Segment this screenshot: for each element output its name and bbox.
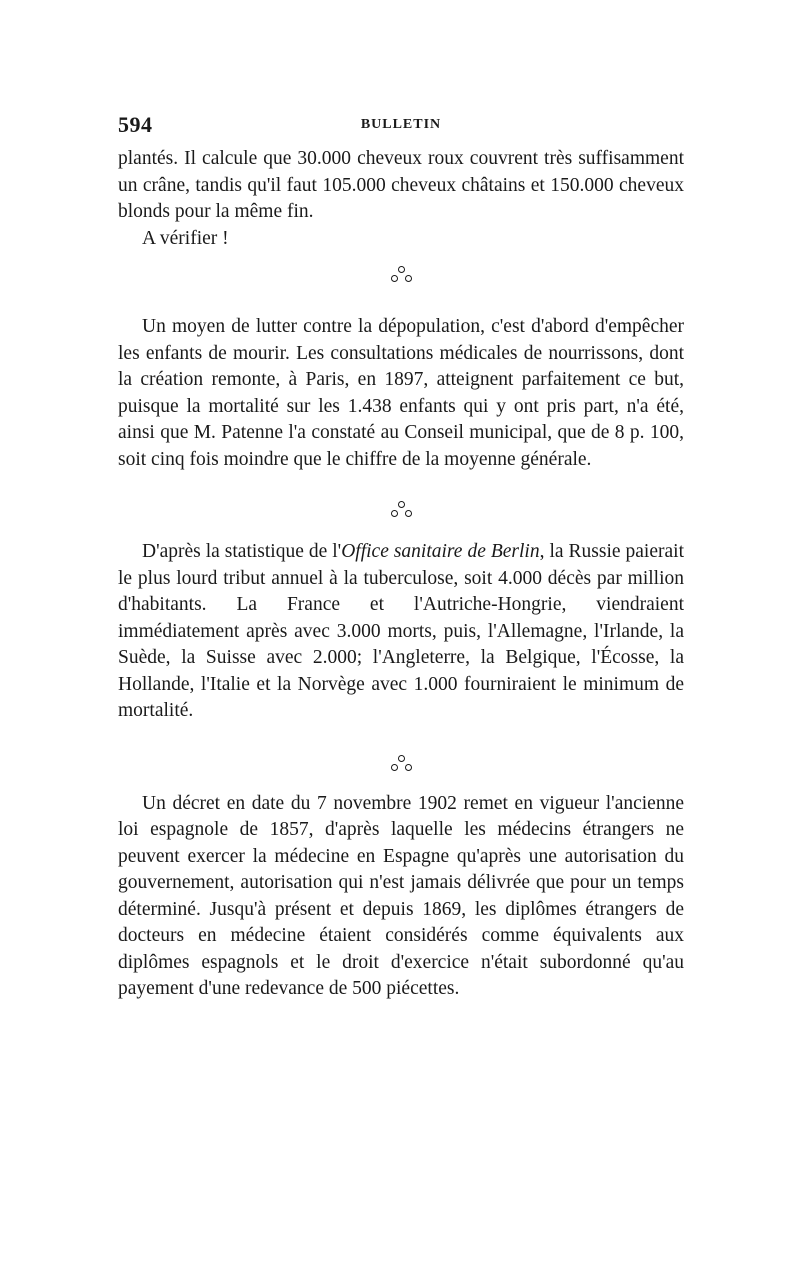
- asterism-icon: [391, 266, 411, 286]
- asterism-icon: [391, 755, 411, 775]
- section-separator: [118, 252, 684, 314]
- section-separator: [118, 473, 684, 539]
- article-body: [118, 146, 684, 1003]
- tuberculosis-text-end: , la Russie paierait le plus lourd tribut annuel à la tuberculose, soit 4.000 décès par million d'habitants. La France et l'Autriche-Hongrie, viendraient immédiatement après avec 3.000 morts, puis, l'Allemagne, l'Irlande, la Suède, la Suisse avec 2.000; l'Angleterre, la Belgique, l'Écosse, la Hollande, l'Italie et la Norvège avec 1.000 fourniraient le minimum de mortalité.: [118, 541, 684, 721]
- asterism-icon: [391, 501, 411, 521]
- paragraph-depopulation: Un moyen de lutter contre la dépopulation, c'est d'abord d'empêcher les enfants de mourir. Les consultations médicales de nourrissons, dont la création remonte, à Paris, en 1897, atteignent parfaitement ce but, puisque la mortalité sur les 1.438 enfants qui y ont pris part, n'a été, ainsi que M. Patenne l'a constaté au Conseil municipal, que de 8 p. 100, soit cinq fois moindre que le chiffre de la moyenne générale.: [118, 316, 684, 470]
- page-header: [118, 112, 684, 142]
- paragraph-tuberculosis: [118, 539, 684, 725]
- paragraph-continuation: plantés. Il calcule que 30.000 cheveux roux couvrent très suffisamment un crâne, tandis qu'il faut 105.000 cheveux châtains et 150.000 cheveux blonds pour la même fin.: [118, 148, 684, 222]
- paragraph-verify: A vérifier !: [142, 227, 229, 249]
- running-title: BULLETIN: [360, 117, 442, 132]
- paragraph-decree: Un décret en date du 7 novembre 1902 remet en vigueur l'ancienne loi espagnole de 1857, d'après laquelle les médecins étrangers ne peuvent exercer la médecine en Espagne qu'après une autorisation du gouvernement, autorisation qui n'est jamais délivrée que pour un temps déterminé. Jusqu'à présent et depuis 1869, les diplômes étrangers de docteurs en médecine étaient considérés comme équivalents aux diplômes espagnols et le droit d'exercice n'était subordonné qu'au payement d'une redevance de 500 piécettes.: [118, 792, 684, 999]
- section-separator: [118, 725, 684, 791]
- page-number: 594: [118, 112, 153, 137]
- tuberculosis-text-start: D'après la statistique de l': [142, 541, 342, 562]
- office-name: Office sanitaire de Berlin: [341, 541, 540, 562]
